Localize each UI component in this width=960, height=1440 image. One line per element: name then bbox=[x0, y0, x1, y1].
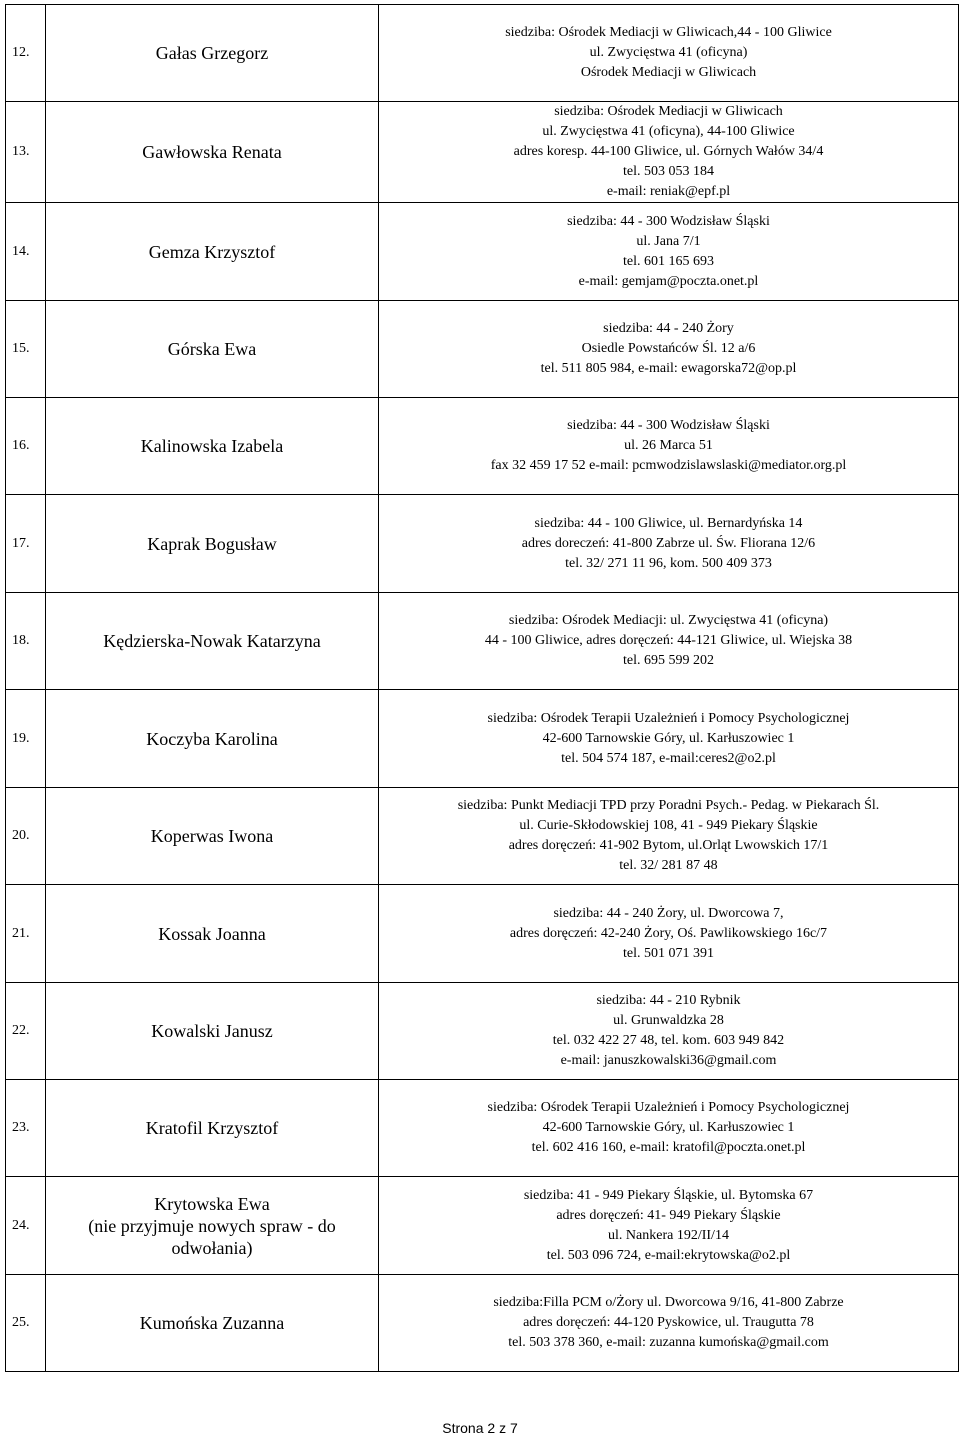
address-line: 42-600 Tarnowskie Góry, ul. Karłuszowiec 1 bbox=[542, 730, 795, 746]
entry-number: 24. bbox=[6, 1177, 46, 1275]
table-row bbox=[6, 690, 959, 788]
address-line: Osiedle Powstańców Śl. 12 a/6 bbox=[581, 341, 756, 356]
entry-number: 23. bbox=[6, 1080, 46, 1177]
mediator-name-cell bbox=[46, 495, 379, 593]
page-number: Strona 2 z 7 bbox=[442, 1420, 518, 1436]
address-line: siedziba: 44 - 240 Żory bbox=[603, 321, 734, 336]
table-row bbox=[6, 5, 959, 102]
address-line: adres doreczeń: 41-800 Zabrze ul. Św. Fliorana 12/6 bbox=[521, 535, 816, 551]
table-row bbox=[6, 885, 959, 983]
mediator-name: Kalinowska Izabela bbox=[140, 436, 284, 456]
mediator-name: (nie przyjmuje nowych spraw - do odwołania) bbox=[88, 1215, 336, 1258]
mediator-name-cell bbox=[46, 5, 379, 102]
address-line: siedziba: 44 - 300 Wodzisław Śląski bbox=[567, 213, 770, 229]
entry-number: 19. bbox=[6, 690, 46, 788]
address-line: siedziba:Filla PCM o/Żory ul. Dworcowa 9/16, 41-800 Zabrze bbox=[493, 1295, 844, 1310]
address-line: tel. 695 599 202 bbox=[623, 653, 714, 668]
table-row bbox=[6, 398, 959, 495]
address-line: fax 32 459 17 52 e-mail: pcmwodzislawslaski@mediator.org.pl bbox=[490, 458, 847, 473]
address-line: siedziba: Ośrodek Terapii Uzależnień i Pomocy Psychologicznej bbox=[487, 1100, 850, 1115]
table-row bbox=[6, 1177, 959, 1275]
address-line: ul. Zwycięstwa 41 (oficyna), 44-100 Gliwice bbox=[542, 124, 795, 139]
address-cell bbox=[379, 885, 959, 983]
address-line: siedziba: 44 - 100 Gliwice, ul. Bernardyńska 14 bbox=[534, 515, 803, 531]
mediator-name: Koczyba Karolina bbox=[146, 728, 278, 749]
address-line: adres doręczeń: 41-902 Bytom, ul.Orląt Lwowskich 17/1 bbox=[508, 838, 829, 853]
table-row bbox=[6, 1275, 959, 1372]
mediator-name-cell bbox=[46, 983, 379, 1080]
address-line: tel. 32/ 281 87 48 bbox=[619, 858, 718, 873]
address-line: tel. 503 053 184 bbox=[623, 164, 714, 179]
address-cell bbox=[379, 301, 959, 398]
address-line: Ośrodek Mediacji w Gliwicach bbox=[580, 65, 757, 80]
mediator-name: Kaprak Bogusław bbox=[147, 533, 277, 554]
address-line: 42-600 Tarnowskie Góry, ul. Karłuszowiec 1 bbox=[542, 1120, 795, 1135]
address-line: tel. 503 378 360, e-mail: zuzanna kumońska@gmail.com bbox=[508, 1335, 829, 1350]
address-line: tel. 601 165 693 bbox=[623, 253, 714, 269]
address-line: ul. Curie-Skłodowskiej 108, 41 - 949 Piekary Śląskie bbox=[519, 818, 818, 833]
table-row bbox=[6, 301, 959, 398]
address-line: adres doręczeń: 41- 949 Piekary Śląskie bbox=[556, 1207, 781, 1223]
address-line: ul. Nankera 192/II/14 bbox=[608, 1227, 729, 1243]
address-line: ul. Jana 7/1 bbox=[636, 233, 701, 249]
address-line: tel. 511 805 984, e-mail: ewagorska72@op.pl bbox=[540, 361, 797, 376]
address-cell bbox=[379, 1177, 959, 1275]
address-line: tel. 504 574 187, e-mail:ceres2@o2.pl bbox=[561, 750, 776, 766]
mediators-table bbox=[5, 4, 959, 1372]
address-cell bbox=[379, 1275, 959, 1372]
address-line: ul. 26 Marca 51 bbox=[624, 438, 713, 453]
address-cell bbox=[379, 203, 959, 301]
address-line: tel. 32/ 271 11 96, kom. 500 409 373 bbox=[565, 555, 772, 571]
mediator-name-cell bbox=[46, 1177, 379, 1275]
address-cell bbox=[379, 788, 959, 885]
entry-number: 20. bbox=[6, 788, 46, 885]
mediator-name-cell bbox=[46, 690, 379, 788]
mediator-name-cell bbox=[46, 788, 379, 885]
address-line: 44 - 100 Gliwice, adres doręczeń: 44-121 Gliwice, ul. Wiejska 38 bbox=[484, 633, 853, 648]
address-line: tel. 032 422 27 48, tel. kom. 603 949 842 bbox=[552, 1033, 785, 1048]
mediator-name: Krytowska Ewa bbox=[154, 1193, 270, 1214]
entry-number: 17. bbox=[6, 495, 46, 593]
mediator-name: Kędzierska-Nowak Katarzyna bbox=[103, 631, 321, 651]
address-cell bbox=[379, 495, 959, 593]
address-cell bbox=[379, 5, 959, 102]
table-row bbox=[6, 788, 959, 885]
table-row bbox=[6, 1080, 959, 1177]
address-line: siedziba: 44 - 210 Rybnik bbox=[596, 993, 741, 1008]
mediator-name: Kossak Joanna bbox=[158, 923, 266, 944]
address-line: siedziba: Ośrodek Mediacji: ul. Zwycięstwa 41 (oficyna) bbox=[508, 613, 829, 628]
mediator-name-cell bbox=[46, 1080, 379, 1177]
table-row bbox=[6, 203, 959, 301]
address-line: e-mail: reniak@epf.pl bbox=[606, 184, 731, 199]
address-cell bbox=[379, 398, 959, 495]
mediator-name-cell bbox=[46, 885, 379, 983]
mediator-name: Gałas Grzegorz bbox=[155, 43, 269, 63]
entry-number: 18. bbox=[6, 593, 46, 690]
entry-number: 16. bbox=[6, 398, 46, 495]
address-line: siedziba: Ośrodek Mediacji w Gliwicach bbox=[554, 104, 783, 119]
address-line: e-mail: januszkowalski36@gmail.com bbox=[560, 1053, 777, 1068]
entry-number: 15. bbox=[6, 301, 46, 398]
entry-number: 14. bbox=[6, 203, 46, 301]
address-line: siedziba: 41 - 949 Piekary Śląskie, ul. Bytomska 67 bbox=[523, 1187, 814, 1203]
address-line: siedziba: Ośrodek Mediacji w Gliwicach,44 - 100 Gliwice bbox=[505, 25, 832, 40]
address-cell bbox=[379, 1080, 959, 1177]
address-line: ul. Zwycięstwa 41 (oficyna) bbox=[589, 45, 748, 60]
mediator-name-cell bbox=[46, 102, 379, 203]
address-line: ul. Grunwaldzka 28 bbox=[613, 1013, 724, 1028]
mediator-name: Kumońska Zuzanna bbox=[139, 1313, 285, 1333]
mediator-name-cell bbox=[46, 301, 379, 398]
address-cell bbox=[379, 983, 959, 1080]
mediator-name: Kowalski Janusz bbox=[151, 1021, 273, 1041]
address-cell bbox=[379, 102, 959, 203]
address-line: tel. 501 071 391 bbox=[623, 945, 714, 961]
address-line: tel. 602 416 160, e-mail: kratofil@poczta.onet.pl bbox=[531, 1140, 806, 1155]
table-row bbox=[6, 102, 959, 203]
address-line: adres doręczeń: 42-240 Żory, Oś. Pawlikowskiego 16c/7 bbox=[509, 925, 828, 941]
entry-number: 13. bbox=[6, 102, 46, 203]
entry-number: 22. bbox=[6, 983, 46, 1080]
table-row bbox=[6, 593, 959, 690]
address-line: adres doręczeń: 44-120 Pyskowice, ul. Traugutta 78 bbox=[523, 1315, 814, 1330]
address-line: siedziba: Punkt Mediacji TPD przy Poradni Psych.- Pedag. w Piekarach Śl. bbox=[457, 798, 880, 813]
mediator-name-cell bbox=[46, 1275, 379, 1372]
address-cell bbox=[379, 593, 959, 690]
entry-number: 25. bbox=[6, 1275, 46, 1372]
mediator-name-cell bbox=[46, 203, 379, 301]
address-line: e-mail: gemjam@poczta.onet.pl bbox=[578, 273, 759, 289]
address-line: tel. 503 096 724, e-mail:ekrytowska@o2.pl bbox=[546, 1247, 791, 1263]
entry-number: 12. bbox=[6, 5, 46, 102]
mediator-name: Gawłowska Renata bbox=[142, 142, 282, 162]
address-line: siedziba: 44 - 300 Wodzisław Śląski bbox=[567, 418, 770, 433]
address-line: adres koresp. 44-100 Gliwice, ul. Górnych Wałów 34/4 bbox=[513, 144, 824, 159]
entry-number: 21. bbox=[6, 885, 46, 983]
mediator-name: Koperwas Iwona bbox=[150, 826, 274, 846]
mediator-name: Gemza Krzysztof bbox=[148, 241, 276, 262]
address-line: siedziba: 44 - 240 Żory, ul. Dworcowa 7, bbox=[553, 905, 784, 921]
mediator-name: Górska Ewa bbox=[167, 339, 257, 359]
address-cell bbox=[379, 690, 959, 788]
table-row bbox=[6, 495, 959, 593]
mediator-name-cell bbox=[46, 398, 379, 495]
mediator-name: Kratofil Krzysztof bbox=[145, 1118, 279, 1138]
mediator-name-cell bbox=[46, 593, 379, 690]
address-line: siedziba: Ośrodek Terapii Uzależnień i Pomocy Psychologicznej bbox=[487, 710, 850, 726]
table-row bbox=[6, 983, 959, 1080]
